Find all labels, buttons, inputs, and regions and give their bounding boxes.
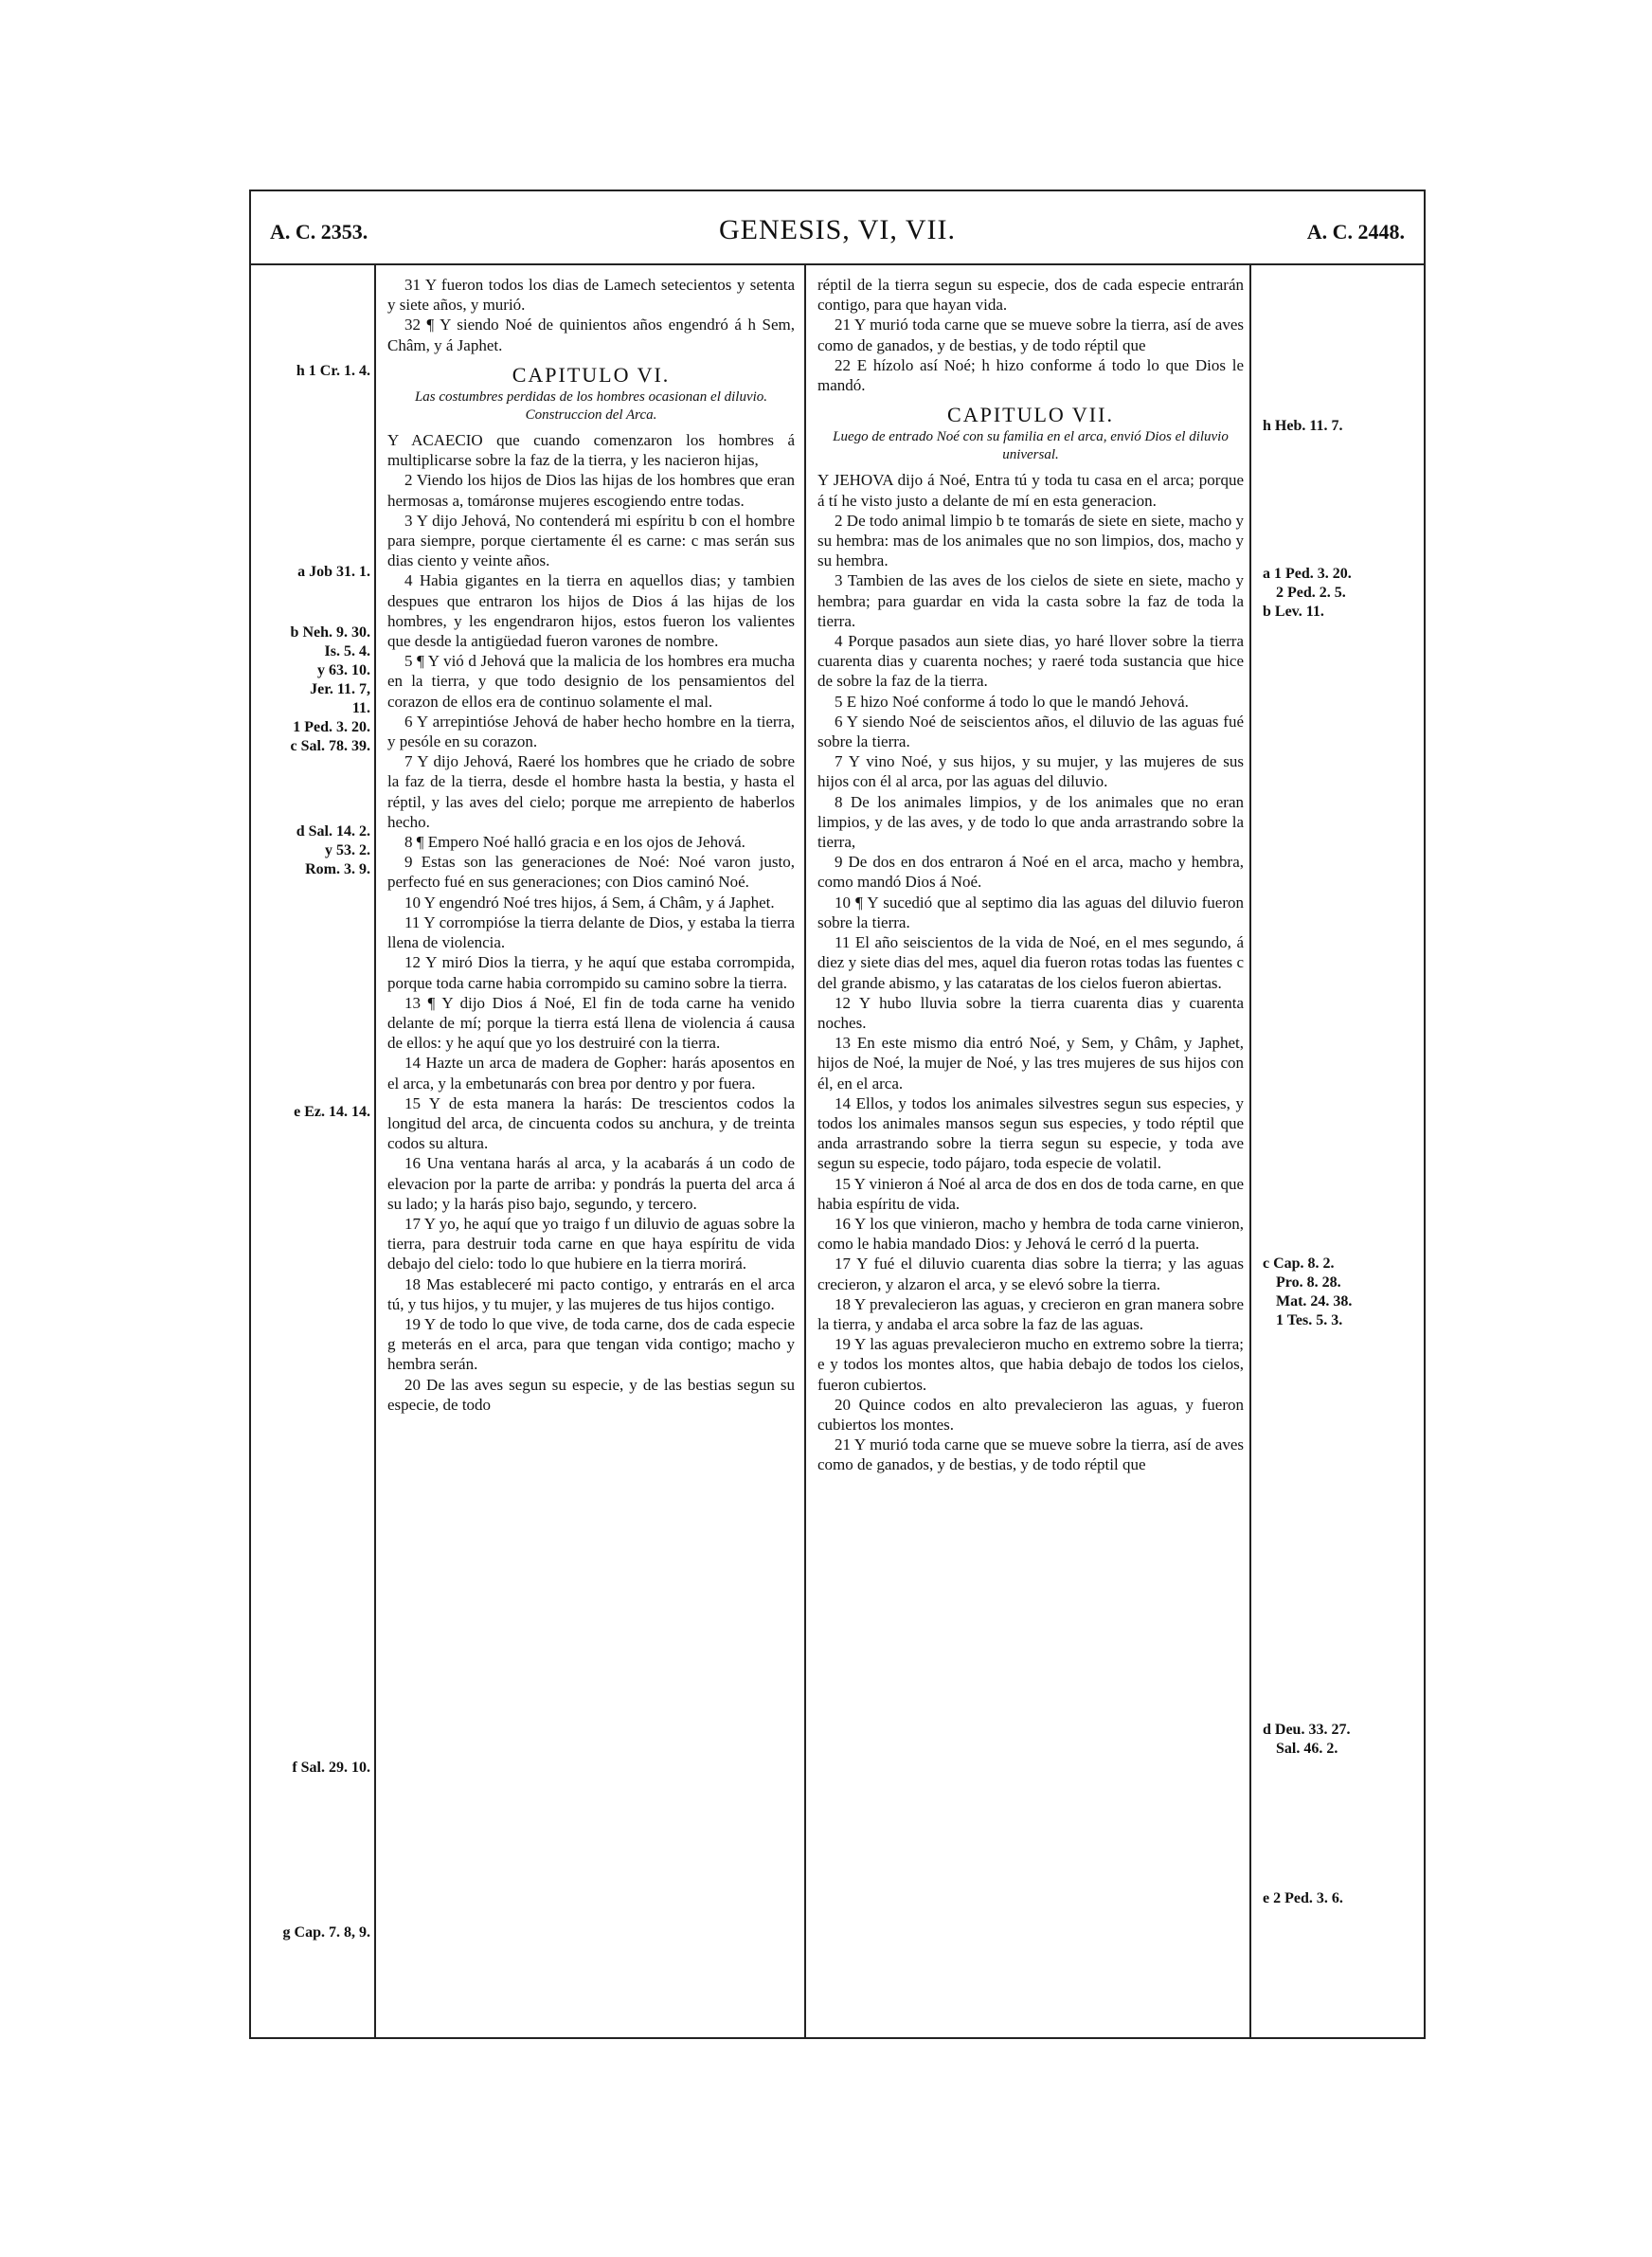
verse: 5 ¶ Y vió d Jehová que la malicia de los hombres era mucha en la tierra, y que todo designio de los pensamientos del corazon de ellos era de continuo solamente el mal. bbox=[387, 652, 795, 711]
right-margin-rule bbox=[1249, 263, 1251, 2037]
verse: 7 Y vino Noé, y sus hijos, y su mujer, y las mujeres de sus hijos con él al arca, por las aguas del diluvio. bbox=[817, 752, 1244, 791]
verse: 18 Mas estableceré mi pacto contigo, y entrarás en el arca tú, y tus hijos, y tu mujer, y las mujeres de tus hijos contigo. bbox=[387, 1274, 795, 1313]
verse: 4 Habia gigantes en la tierra en aquellos dias; y tambien despues que entraron los hijos de Dios á las hijas de los hombres, y les engendraron hijos, estos fueron los valientes que desde la antigüedad fueron varones de nombre. bbox=[387, 571, 795, 651]
margin-ref: g Cap. 7. 8, 9. bbox=[282, 1924, 370, 1941]
verse: 16 Y los que vinieron, macho y hembra de toda carne vinieron, como le habia mandado Dios: y Jehová le cerró d la puerta. bbox=[817, 1214, 1244, 1254]
verse: 11 Y corrompióse la tierra delante de Dios, y estaba la tierra llena de violencia. bbox=[387, 912, 795, 952]
verse: 12 Y hubo lluvia sobre la tierra cuarenta dias y cuarenta noches. bbox=[817, 993, 1244, 1032]
verse: 32 ¶ Y siendo Noé de quinientos años engendró á h Sem, Châm, y á Japhet. bbox=[387, 316, 795, 354]
margin-ref: c Sal. 78. 39. bbox=[290, 738, 370, 754]
margin-ref: Mat. 24. 38. bbox=[1276, 1293, 1353, 1309]
margin-ref: a Job 31. 1. bbox=[297, 564, 370, 580]
verse: 2 Viendo los hijos de Dios las hijas de los hombres que eran hermosas a, tomáronse mujeres escogiendo entre todas. bbox=[387, 471, 795, 510]
margin-ref: y 63. 10. bbox=[317, 662, 370, 678]
margin-ref: Sal. 46. 2. bbox=[1276, 1741, 1338, 1757]
left-margin-rule bbox=[374, 263, 376, 2037]
verse: Y JEHOVA dijo á Noé, Entra tú y toda tu casa en el arca; porque á tí he visto justo a delante de mí en esta generacion. bbox=[817, 471, 1244, 510]
verse: 6 Y arrepintióse Jehová de haber hecho hombre en la tierra, y pesóle en su corazon. bbox=[387, 712, 795, 751]
verse: 8 De los animales limpios, y de los animales que no eran limpios, y de las aves, y de todo lo que anda arrastrando sobre la tierra, bbox=[817, 792, 1244, 852]
verse: 14 Hazte un arca de madera de Gopher: harás aposentos en el arca, y la embetunarás con brea por dentro y por fuera. bbox=[387, 1054, 795, 1092]
header-title: GENESIS, VI, VII. bbox=[718, 214, 957, 245]
verse: 3 Y dijo Jehová, No contenderá mi espíritu b con el hombre para siempre, porque ciertamente él es carne: c mas serán sus dias ciento y veinte años. bbox=[387, 511, 795, 570]
header-year-left: A. C. 2353. bbox=[270, 220, 368, 244]
verse: 6 Y siendo Noé de seiscientos años, el diluvio de las aguas fué sobre la tierra. bbox=[817, 712, 1244, 751]
verse: 19 Y las aguas prevalecieron mucho en extremo sobre la tierra; e y todos los montes altos, que habia debajo de todos los cielos, fueron cubiertos. bbox=[817, 1335, 1244, 1394]
chapter-heading: CAPITULO VI. bbox=[512, 362, 671, 387]
verse: 21 Y murió toda carne que se mueve sobre la tierra, así de aves como de ganados, y de bestias, y de todo réptil que bbox=[817, 316, 1244, 354]
running-header bbox=[251, 191, 1424, 265]
verse: 8 ¶ Empero Noé halló gracia e en los ojos de Jehová. bbox=[404, 833, 745, 852]
verse: 7 Y dijo Jehová, Raeré los hombres que he criado de sobre la faz de la tierra, desde el hombre hasta la bestia, y hasta el réptil, y las aves del cielo; porque me arrepiento de haberlos hecho. bbox=[387, 752, 795, 831]
column-divider bbox=[804, 263, 806, 2037]
verse: 22 E hízolo así Noé; h hizo conforme á todo lo que Dios le mandó. bbox=[817, 355, 1244, 395]
verse: 4 Porque pasados aun siete dias, yo haré llover sobre la tierra cuarenta dias y cuarenta noches; y raeré toda sustancia que hice de sobre la faz de la tierra. bbox=[817, 632, 1244, 691]
margin-ref: f Sal. 29. 10. bbox=[292, 1760, 370, 1776]
verse: 20 Quince codos en alto prevalecieron las aguas, y fueron cubiertos los montes. bbox=[817, 1395, 1244, 1434]
margin-ref: d Sal. 14. 2. bbox=[296, 823, 370, 840]
margin-ref: h Heb. 11. 7. bbox=[1263, 418, 1343, 434]
margin-ref: h 1 Cr. 1. 4. bbox=[296, 363, 370, 379]
verse: 16 Una ventana harás al arca, y la acabarás á un codo de elevacion por la parte de arriba: y pondrás la puerta del arca á su lado; y la harás piso bajo, segundo, y tercero. bbox=[387, 1154, 795, 1213]
margin-ref: 2 Ped. 2. 5. bbox=[1276, 585, 1346, 601]
verse: 17 Y yo, he aquí que yo traigo f un diluvio de aguas sobre la tierra, para destruir toda carne en que haya espíritu de vida debajo del cielo: todo lo que hubiere en la tierra morirá. bbox=[387, 1214, 795, 1273]
margin-ref: e Ez. 14. 14. bbox=[294, 1104, 370, 1120]
verse: 14 Ellos, y todos los animales silvestres segun sus especies, y todos los animales mansos segun sus especies, y todo réptil que anda arrastrando sobre la tierra segun su especie, y toda ave segun su especie, todo pájaro, toda especie de volatil. bbox=[817, 1093, 1244, 1173]
verse: 11 El año seiscientos de la vida de Noé, en el mes segundo, á diez y siete dias del mes, aquel dia fueron rotas todas las fuentes c del grande abismo, y las cataratas de los cielos fueron abiertas. bbox=[817, 933, 1244, 992]
verse: 31 Y fueron todos los dias de Lamech setecientos y setenta y siete años, y murió. bbox=[387, 276, 795, 315]
margin-ref: 11. bbox=[351, 700, 370, 716]
chapter-summary: Las costumbres perdidas de los hombres ocasionan el diluvio. Construccion del Arca. bbox=[414, 389, 768, 424]
margin-ref: y 53. 2. bbox=[325, 842, 370, 858]
page-frame bbox=[249, 190, 1426, 2039]
margin-ref: Pro. 8. 28. bbox=[1276, 1274, 1341, 1291]
verse: 10 Y engendró Noé tres hijos, á Sem, á Châm, y á Japhet. bbox=[404, 893, 775, 912]
verse: 12 Y miró Dios la tierra, y he aquí que estaba corrompida, porque toda carne habia corrompido su camino sobre la tierra. bbox=[387, 953, 795, 992]
verse-continuation: réptil de la tierra segun su especie, dos de cada especie entrarán contigo, para que hayan vida. bbox=[817, 276, 1244, 315]
text-column-right bbox=[817, 275, 1244, 2028]
margin-ref: b Lev. 11. bbox=[1263, 604, 1324, 620]
margin-ref: Is. 5. 4. bbox=[324, 643, 370, 659]
margin-ref: b Neh. 9. 30. bbox=[290, 624, 370, 641]
verse: 17 Y fué el diluvio cuarenta dias sobre la tierra; y las aguas crecieron, y alzaron el arca, y se elevó sobre la tierra. bbox=[817, 1255, 1244, 1293]
verse: 21 Y murió toda carne que se mueve sobre la tierra, así de aves como de ganados, y de bestias, y de todo réptil que bbox=[817, 1435, 1244, 1474]
verse: 19 Y de todo lo que vive, de toda carne, dos de cada especie g meterás en el arca, para que tengan vida contigo; macho y hembra serán. bbox=[387, 1314, 795, 1374]
chapter-heading: CAPITULO VII. bbox=[947, 403, 1114, 427]
verse: 10 ¶ Y sucedió que al septimo dia las aguas del diluvio fueron sobre la tierra. bbox=[817, 893, 1244, 931]
verse: 13 ¶ Y dijo Dios á Noé, El fin de toda carne ha venido delante de mí; porque la tierra está llena de violencia á causa de ellos: y he aquí que yo los destruiré con la tierra. bbox=[387, 993, 795, 1053]
text-column-left bbox=[387, 275, 795, 2028]
verse: 18 Y prevalecieron las aguas, y crecieron en gran manera sobre la tierra, y andaba el arca sobre la faz de las aguas. bbox=[817, 1294, 1244, 1333]
header-year-right: A. C. 2448. bbox=[1306, 220, 1405, 244]
verse: 15 Y de esta manera la harás: De trescientos codos la longitud del arca, de cincuenta codos su anchura, y de treinta codos su altura. bbox=[387, 1093, 795, 1153]
margin-ref: c Cap. 8. 2. bbox=[1263, 1255, 1335, 1272]
margin-ref: 1 Ped. 3. 20. bbox=[293, 719, 370, 735]
verse: 13 En este mismo dia entró Noé, y Sem, y Châm, y Japhet, hijos de Noé, la mujer de Noé, y las tres mujeres de sus hijos con él, en el arca. bbox=[817, 1034, 1244, 1092]
verse: 9 Estas son las generaciones de Noé: Noé varon justo, perfecto fué en sus generaciones; con Dios caminó Noé. bbox=[387, 853, 795, 892]
verse: 15 Y vinieron á Noé al arca de dos en dos de toda carne, en que habia espíritu de vida. bbox=[817, 1174, 1244, 1213]
verse: 5 E hizo Noé conforme á todo lo que le mandó Jehová. bbox=[835, 692, 1189, 711]
margin-ref: 1 Tes. 5. 3. bbox=[1276, 1312, 1343, 1328]
verse: 2 De todo animal limpio b te tomarás de siete en siete, macho y su hembra: mas de los animales que no son limpios, dos, macho y su hembra. bbox=[817, 511, 1244, 570]
chapter-summary: Luego de entrado Noé con su familia en el arca, envió Dios el diluvio universal. bbox=[833, 429, 1229, 463]
margin-ref: e 2 Ped. 3. 6. bbox=[1263, 1890, 1343, 1906]
verse: 9 De dos en dos entraron á Noé en el arca, macho y hembra, como mandó Dios á Noé. bbox=[817, 853, 1244, 892]
verse: 3 Tambien de las aves de los cielos de siete en siete, macho y hembra; para guardar en vida la casta sobre la faz de toda la tierra. bbox=[817, 571, 1244, 630]
margin-ref: Rom. 3. 9. bbox=[305, 861, 370, 877]
margin-ref: a 1 Ped. 3. 20. bbox=[1263, 566, 1352, 582]
verse: 20 De las aves segun su especie, y de las bestias segun su especie, de todo bbox=[387, 1375, 795, 1414]
verse: Y ACAECIO que cuando comenzaron los hombres á multiplicarse sobre la faz de la tierra, y les nacieron hijas, bbox=[387, 431, 795, 470]
margin-ref: d Deu. 33. 27. bbox=[1263, 1722, 1351, 1738]
margin-ref: Jer. 11. 7, bbox=[310, 681, 370, 697]
